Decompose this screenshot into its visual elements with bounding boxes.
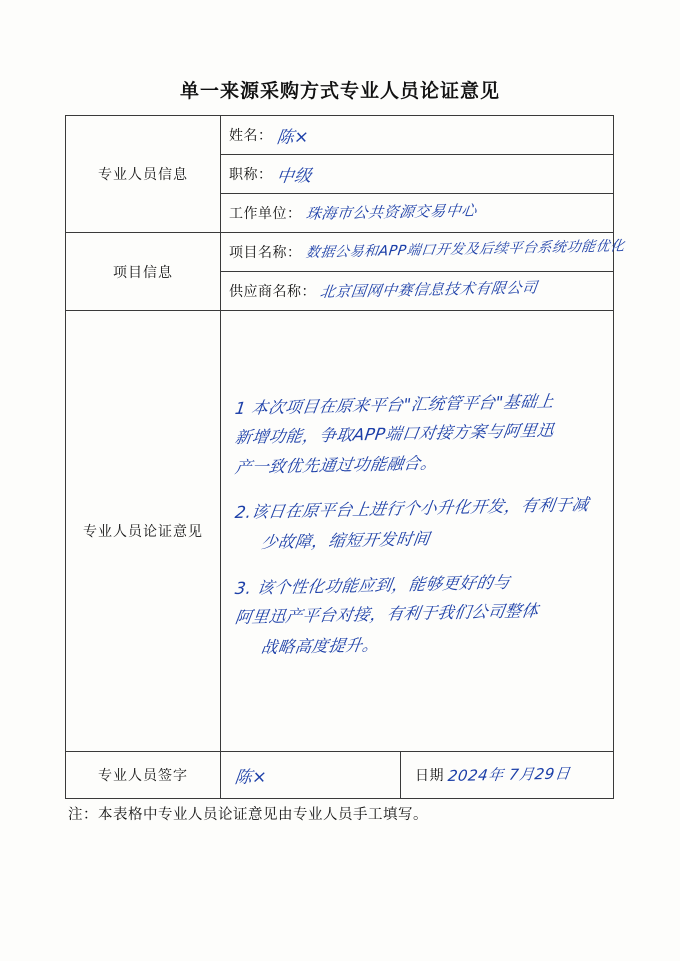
table-row <box>66 233 614 272</box>
opinion-field[interactable] <box>221 311 614 752</box>
opinion-line: 1 本次项目在原来平台"汇统管平台"基础上 <box>233 391 556 418</box>
opinion-handwriting <box>221 385 613 678</box>
name-field[interactable] <box>221 116 614 155</box>
opinion-line: 战略高度提升。 <box>259 635 381 657</box>
opinion-line: 新增功能，争取APP端口对接方案与阿里迅 <box>233 420 556 448</box>
signature-label: 专业人员签字 <box>66 752 221 799</box>
work-unit-value: 珠海市公共资源交易中心 <box>304 200 478 223</box>
signature-field[interactable] <box>221 752 401 799</box>
date-label: 日期 <box>415 769 444 784</box>
project-name-value: 数据公易和APP端口开发及后续平台系统功能优化 <box>304 238 626 261</box>
work-unit-field[interactable] <box>221 194 614 233</box>
signature-value: 陈× <box>233 766 269 788</box>
title-value: 中级 <box>275 165 313 187</box>
name-value: 陈× <box>275 126 310 148</box>
name-label: 姓名： <box>229 129 273 144</box>
project-info-label: 项目信息 <box>66 233 221 311</box>
title-field[interactable] <box>221 155 614 194</box>
argumentation-form <box>65 115 626 799</box>
supplier-field[interactable] <box>221 272 614 311</box>
project-name-field[interactable] <box>221 233 626 272</box>
table-row <box>66 752 614 799</box>
title-label: 职称： <box>229 168 273 183</box>
page-title: 单一来源采购方式专业人员论证意见 <box>179 81 500 102</box>
opinion-line: 阿里迅产平台对接，有利于我们公司整体 <box>233 601 540 628</box>
table-row <box>66 116 614 155</box>
opinion-line: 少故障，缩短开发时间 <box>259 529 431 552</box>
table-row <box>66 311 614 752</box>
supplier-label: 供应商名称： <box>229 285 316 300</box>
expert-info-label: 专业人员信息 <box>66 116 221 233</box>
work-unit-label: 工作单位： <box>229 207 302 222</box>
supplier-value: 北京国网中赛信息技术有限公司 <box>318 277 539 301</box>
opinion-line: 产一致优先通过功能融合。 <box>233 453 439 477</box>
opinion-label: 专业人员论证意见 <box>66 311 221 752</box>
date-field[interactable] <box>401 752 614 799</box>
opinion-line: 3. 该个性化功能应到，能够更好的与 <box>233 572 512 598</box>
form-note: 注：本表格中专业人员论证意见由专业人员手工填写。 <box>68 807 428 823</box>
date-value: 2024年 7月29日 <box>446 763 572 785</box>
project-name-label: 项目名称： <box>229 246 302 261</box>
opinion-line: 2.该日在原平台上进行个小升化开发，有利于减 <box>233 495 590 523</box>
